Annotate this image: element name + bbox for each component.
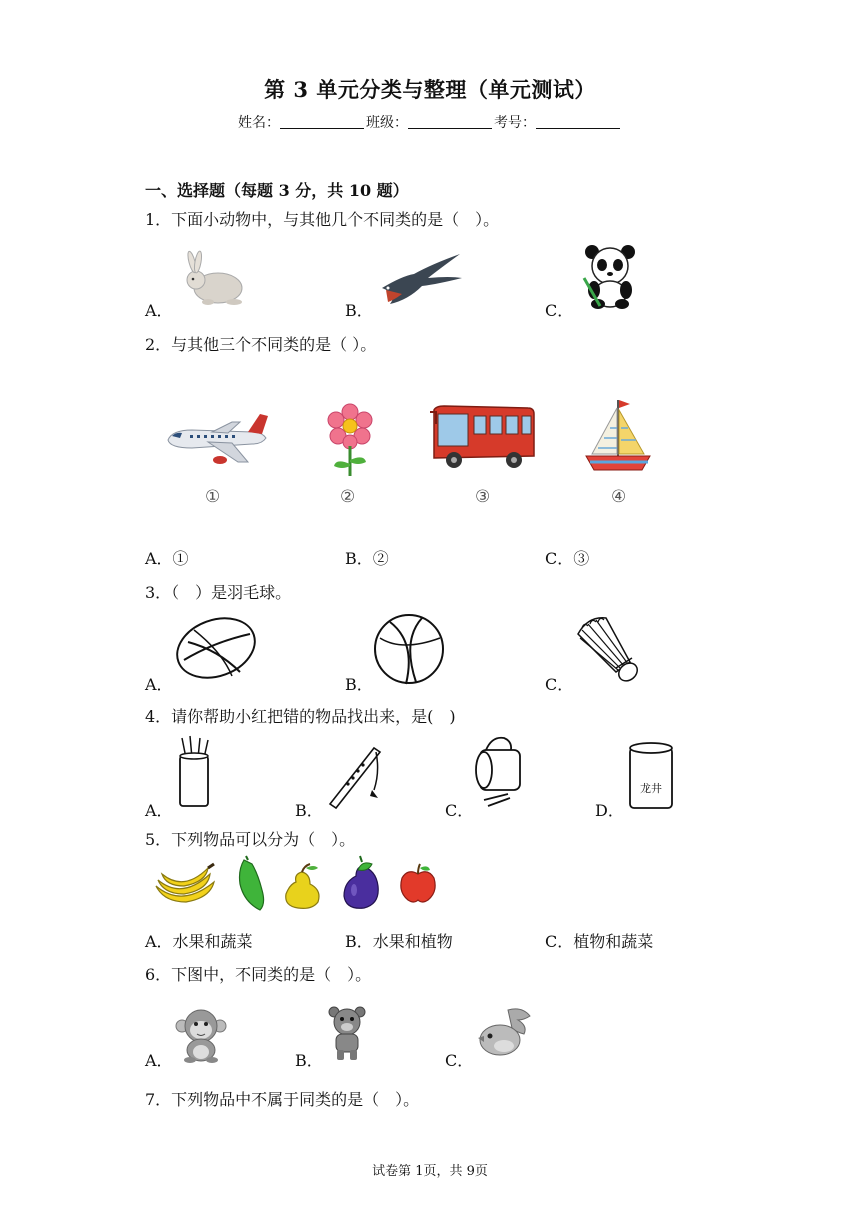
bird-image [474,1006,536,1062]
q4-option-a[interactable]: A． [145,801,173,820]
q1-option-c[interactable]: C． [545,301,574,320]
q5-option-c[interactable]: C．植物和蔬菜 [545,932,654,951]
class-blank[interactable] [408,114,492,129]
q4-option-c[interactable]: C． [445,801,474,820]
shuttlecock-image [572,612,646,686]
pepper-image [230,856,270,912]
figure-label-3: ③ [475,487,491,507]
panda-image [580,244,642,310]
exam-no-blank[interactable] [536,114,620,129]
pear-image [280,862,326,910]
question-5: 5．下列物品可以分为（ ）。 [145,830,356,849]
pen-holder-image [174,736,214,808]
flower-image [326,404,374,478]
q1-option-b[interactable]: B． [345,301,373,320]
question-7: 7．下列物品中不属于同类的是（ ）。 [145,1090,420,1109]
bus-image [428,404,538,472]
q3-option-c[interactable]: C． [545,675,574,694]
figure-label-4: ④ [611,487,627,507]
page-title: 第 3 单元分类与整理（单元测试） [264,77,596,102]
question-1: 1．下面小动物中，与其他几个不同类的是（ ）。 [145,210,500,229]
name-blank[interactable] [280,114,364,129]
question-3: 3．（ ）是羽毛球。 [145,583,292,602]
class-label: 班级： [366,115,408,131]
q4-option-d[interactable]: D． [595,801,624,820]
monkey-image [174,1008,228,1062]
question-6: 6．下图中，不同类的是（ ）。 [145,965,372,984]
question-4: 4．请你帮助小红把错的物品找出来，是( ) [145,707,456,726]
tea-jar-label: 龙井 [640,782,662,795]
q6-option-c[interactable]: C． [445,1051,474,1070]
sailboat-image [584,396,654,478]
name-label: 姓名： [238,115,280,131]
figure-label-1: ① [205,487,221,507]
q1-option-a[interactable]: A． [145,301,173,320]
tea-jar-image [626,740,676,812]
figure-label-2: ② [340,487,356,507]
q4-option-b[interactable]: B． [295,801,323,820]
q5-option-a[interactable]: A．水果和蔬菜 [145,932,253,951]
bear-image [326,1004,368,1062]
question-2: 2．与其他三个不同类的是（ ）。 [145,335,377,354]
airplane-image [162,410,272,472]
q2-option-c[interactable]: C．③ [545,549,590,568]
q2-option-b[interactable]: B．② [345,549,389,568]
swallow-image [372,246,464,306]
q3-option-b[interactable]: B． [345,675,373,694]
eggplant-image [338,856,384,912]
rabbit-image [178,250,253,310]
page-footer: 试卷第 1页，共 9页 [372,1164,488,1179]
rugby-ball-image [174,612,258,684]
flute-image [326,742,388,812]
exam-no-label: 考号： [494,115,536,131]
q2-option-a[interactable]: A．① [145,549,189,568]
apple-image [398,864,438,906]
banana-image [152,862,218,912]
ball-image [372,612,446,686]
q6-option-a[interactable]: A． [145,1051,173,1070]
student-info-line [0,112,860,132]
q6-option-b[interactable]: B． [295,1051,323,1070]
q5-option-b[interactable]: B．水果和植物 [345,932,453,951]
q3-option-a[interactable]: A． [145,675,173,694]
drum-image [470,736,532,810]
section-title: 一、选择题（每题 3 分，共 10 题） [145,181,409,200]
